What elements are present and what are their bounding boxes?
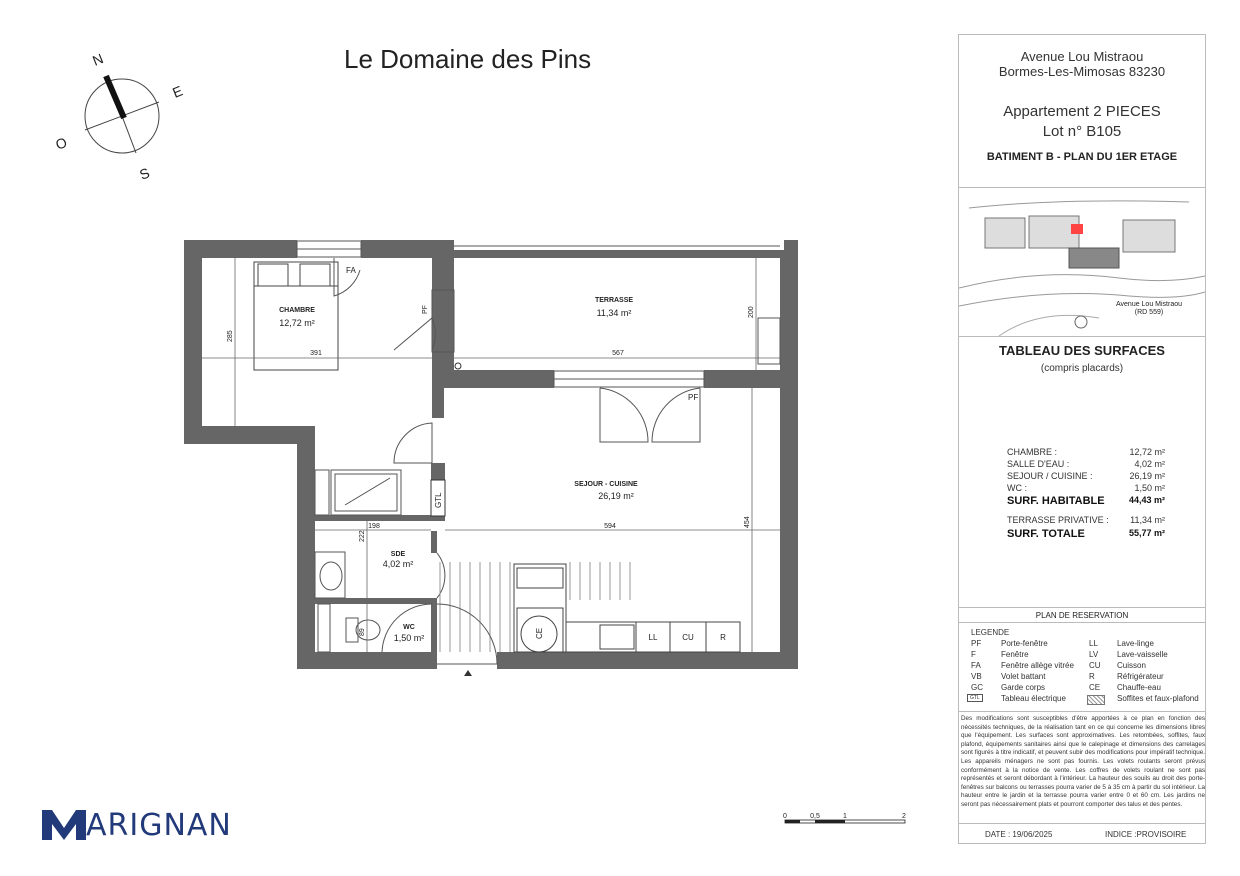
label-ce: CE <box>535 627 544 639</box>
compass-needle <box>106 76 124 118</box>
surface-habitable-value: 44,43 m² <box>1128 495 1165 505</box>
compass-s: S <box>137 164 152 183</box>
surface-row <box>1007 459 1165 469</box>
room-name-wc: WC <box>403 624 415 631</box>
surfaces-subtitle: (compris placards) <box>1040 363 1124 374</box>
info-panel <box>958 34 1206 844</box>
surface-label: SALLE D'EAU : <box>1007 459 1070 469</box>
scale-05: 0,5 <box>810 813 820 820</box>
legend-text: Soffites et faux-plafond <box>1117 694 1199 703</box>
legend-text: Garde corps <box>1001 683 1046 692</box>
footer <box>959 823 1205 846</box>
legend-code: CE <box>1089 683 1101 692</box>
scale-2: 2 <box>902 813 906 820</box>
room-area-terrasse: 11,34 m² <box>596 308 632 318</box>
compass-e: E <box>170 82 185 101</box>
lot-number: Lot n° B105 <box>1042 123 1122 140</box>
surface-totale-label: SURF. TOTALE <box>1007 528 1085 540</box>
soffit-swatch <box>1087 695 1105 705</box>
surface-habitable-label: SURF. HABITABLE <box>1007 495 1105 507</box>
legend-text: Volet battant <box>1001 672 1046 681</box>
compass <box>53 50 185 183</box>
legend-code: VB <box>971 672 982 681</box>
label-gtl: GTL <box>434 492 443 508</box>
apartment-info <box>959 103 1205 140</box>
label-fa: FA <box>346 266 356 275</box>
legend-title: LEGENDE <box>971 628 1010 637</box>
dim-285: 285 <box>227 330 234 342</box>
page-title: Le Domaine des Pins <box>344 44 592 74</box>
room-area-wc: 1,50 m² <box>393 633 425 643</box>
label-pf-chambre: PF <box>422 305 429 314</box>
surface-totale-row <box>1007 528 1165 540</box>
room-area-chambre: 12,72 m² <box>279 318 315 328</box>
scale-0: 0 <box>783 813 787 820</box>
terrasse-value: 11,34 m² <box>1130 515 1165 525</box>
surface-value: 26,19 m² <box>1129 471 1165 481</box>
scale-bar <box>783 813 906 823</box>
site-map <box>959 187 1205 337</box>
openings <box>297 240 784 388</box>
legend-code: PF <box>971 639 982 648</box>
compass-o: O <box>53 133 70 153</box>
surfaces-title: TABLEAU DES SURFACES <box>999 343 1165 358</box>
surface-row <box>1007 483 1165 493</box>
brand-logo <box>42 808 232 842</box>
legend-code: GC <box>971 683 983 692</box>
reservation-title: PLAN DE RESERVATION <box>959 607 1205 623</box>
legend-text: Fenêtre allège vitrée <box>1001 661 1074 670</box>
surface-label: CHAMBRE : <box>1007 447 1058 457</box>
legend-code: CU <box>1089 661 1101 670</box>
label-pf-sejour: PF <box>688 393 699 402</box>
terrasse-row <box>1007 515 1165 525</box>
legend-code: R <box>1089 672 1095 681</box>
legend-code: F <box>971 650 976 659</box>
brand-name: ARIGNAN <box>86 807 232 843</box>
terrasse-label: TERRASSE PRIVATIVE : <box>1007 515 1109 525</box>
site-map-drawing <box>959 188 1205 336</box>
apartment-type: Appartement 2 PIECES <box>1003 103 1161 120</box>
dim-89: 89 <box>359 628 366 636</box>
surface-row <box>1007 471 1165 481</box>
legend-code: LV <box>1089 650 1099 659</box>
divider <box>959 711 1205 712</box>
toilet <box>318 604 432 652</box>
room-name-sde: SDE <box>390 551 406 558</box>
address <box>959 49 1205 79</box>
label-r: R <box>720 633 726 642</box>
legend-code-gtl: GTL <box>967 694 983 702</box>
surfaces-header <box>959 343 1205 374</box>
room-name-sejour: SEJOUR - CUISINE <box>574 481 638 488</box>
room-name-terrasse: TERRASSE <box>594 297 634 304</box>
brand-logo-mark <box>42 810 86 840</box>
legend-code: LL <box>1089 639 1098 648</box>
lot-highlight <box>1071 224 1083 234</box>
surface-value: 1,50 m² <box>1134 483 1165 493</box>
room-area-sde: 4,02 m² <box>382 559 414 569</box>
disclaimer: Des modifications sont susceptibles d'être apportées à ce plan en fonction des nécessités techniques, de la réalisation tant en ce qui concerne les dimensions libres que l'équipement. Les surfaces sont approximatives. Les retombées, soffites, faux plafond, équipements sanitaires ainsi que le calepinage et dimensions des carrelages sont figurés à titre indicatif, et peuvent subir des modifications pour impératif technique. Les appareils ménagers ne sont pas fournis. Les volets roulants seront prévus conformément à la notice de vente. Les coffres de volets roulant ne sont pas représentés et seront débordant à l'intérieur. La hauteur des souils au droit des porte-fenêtres sur balcons ou terrasses pourra varier de 5 à 35 cm à partir du sol intérieur. La hauteur entre le jardin et la terrasse pourra varier entre 0 et 60 cm. Les jardins ne seront pas nécessairement plats et pourront comporter des talus et des pentes. <box>961 715 1205 808</box>
dim-594: 594 <box>604 523 616 530</box>
surface-value: 12,72 m² <box>1129 447 1165 457</box>
dim-567: 567 <box>612 350 624 357</box>
sink <box>315 552 345 598</box>
surface-label: SEJOUR / CUISINE : <box>1007 471 1093 481</box>
surface-habitable-row <box>1007 495 1165 507</box>
compass-n: N <box>90 50 106 69</box>
dim-198: 198 <box>368 523 380 530</box>
map-road-label: (RD 559) <box>1134 309 1164 316</box>
surface-totale-value: 55,77 m² <box>1128 528 1165 538</box>
dim-222: 222 <box>359 530 366 542</box>
map-street-label: Avenue Lou Mistraou <box>1115 301 1183 308</box>
dim-454: 454 <box>744 516 751 528</box>
address-line-1: Avenue Lou Mistraou <box>1020 49 1144 64</box>
legend-text: Cuisson <box>1117 661 1146 670</box>
room-area-sejour: 26,19 m² <box>598 491 634 501</box>
plan-indice: INDICE :PROVISOIRE <box>1105 830 1187 839</box>
bed <box>254 262 338 370</box>
walls <box>184 240 798 669</box>
scale-1: 1 <box>843 813 847 820</box>
surface-value: 4,02 m² <box>1134 459 1165 469</box>
kitchen <box>514 564 740 652</box>
legend-text: Réfrigérateur <box>1117 672 1164 681</box>
legend-text: Chauffe-eau <box>1117 683 1161 692</box>
dim-391: 391 <box>310 350 322 357</box>
legend-code: FA <box>971 661 981 670</box>
building-title: BATIMENT B - PLAN DU 1ER ETAGE <box>986 151 1178 163</box>
legend-text: Porte-fenêtre <box>1001 639 1048 648</box>
surface-label: WC : <box>1007 483 1027 493</box>
plan-date: DATE : 19/06/2025 <box>985 830 1053 839</box>
surface-row <box>1007 447 1165 457</box>
legend-text: Lave-linge <box>1117 639 1154 648</box>
building-title-wrap <box>959 151 1205 163</box>
label-ll: LL <box>648 633 658 642</box>
legend-text: Lave-vaisselle <box>1117 650 1168 659</box>
shower <box>315 470 401 515</box>
legend-text: Fenêtre <box>1001 650 1029 659</box>
room-name-chambre: CHAMBRE <box>279 307 315 314</box>
address-line-2: Bormes-Les-Mimosas 83230 <box>998 64 1166 79</box>
label-cu: CU <box>682 633 694 642</box>
dim-200: 200 <box>748 306 755 318</box>
legend-text: Tableau électrique <box>1001 694 1066 703</box>
